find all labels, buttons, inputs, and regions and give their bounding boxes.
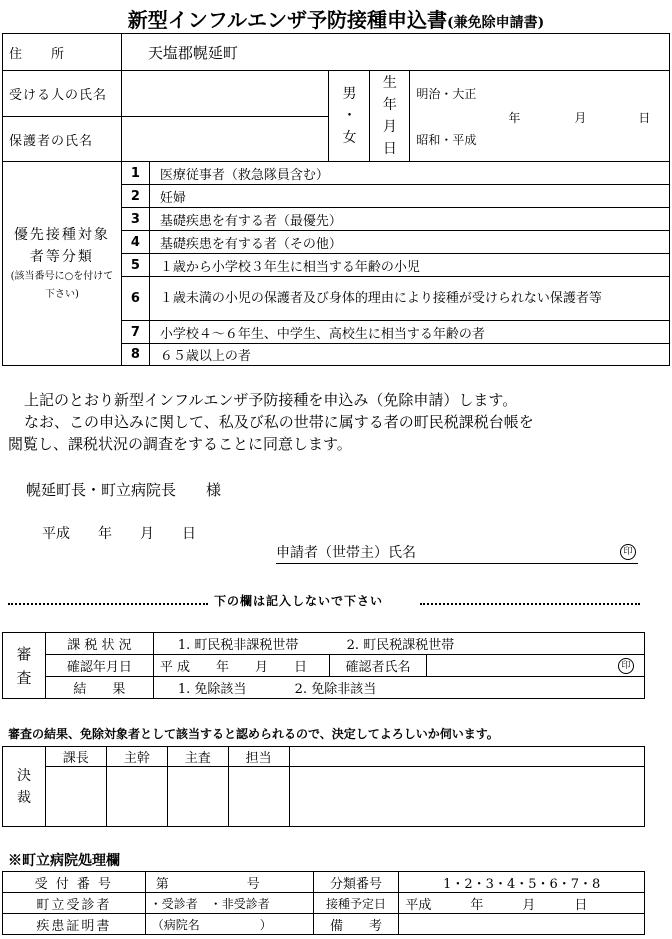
tax-status-options[interactable] [153, 633, 644, 655]
address-value[interactable]: 天塩郡幌延町 [121, 34, 669, 71]
dob-day: 日 [638, 111, 651, 125]
date-line[interactable]: 平成 年 月 日 [42, 526, 196, 542]
cert-label: 疾患証明書 [3, 914, 146, 935]
remarks-label: 備 考 [313, 914, 399, 935]
priority-num-3[interactable]: 3 [121, 208, 149, 231]
priority-item-4: 基礎疾患を有する者（その他） [149, 231, 669, 254]
sched-value[interactable]: 平成 年 月 日 [399, 893, 645, 914]
statement-line2: なお、この申込みに関して、私及び私の世帯に属する者の町民税課税台帳を [24, 413, 534, 431]
form-title [0, 4, 672, 33]
title-sub: (兼免除申請書) [446, 15, 545, 31]
priority-item-3: 基礎疾患を有する者（最優先） [149, 208, 669, 231]
sex-male: 男 [342, 86, 357, 102]
decision-stamp-1[interactable] [45, 767, 106, 827]
confirmer-label: 確認者氏名 [329, 655, 427, 677]
guardian-name-label: 保護者の氏名 [3, 117, 122, 162]
result-option-2[interactable]: 2. 免除非該当 [294, 682, 377, 697]
priority-item-5: １歳から小学校３年生に相当する年齢の小児 [149, 254, 669, 277]
addressee: 幌延町長・町立病院長 様 [26, 481, 222, 499]
statement-line1: 上記のとおり新型インフルエンザ予防接種を申込み（免除申請）します。 [24, 391, 518, 409]
class-value[interactable]: 1・2・3・4・5・6・7・8 [399, 872, 645, 893]
statement-line3: 閲覧し、課税状況の調査をすることに同意します。 [8, 435, 352, 453]
patient-label: 町立受診者 [3, 893, 146, 914]
confirmer-field[interactable] [427, 655, 645, 677]
applicant-signature-line[interactable] [276, 542, 638, 564]
guardian-name-field[interactable] [121, 117, 329, 162]
dob-month: 月 [574, 111, 587, 125]
priority-num-2[interactable]: 2 [121, 185, 149, 208]
decision-notes[interactable] [289, 767, 644, 827]
decision-col-1: 課長 [45, 747, 106, 767]
priority-num-7[interactable]: 7 [121, 321, 149, 344]
hospital-table [2, 871, 645, 935]
divider-dots-left [8, 603, 208, 605]
priority-item-8: ６５歳以上の者 [149, 344, 669, 366]
result-label: 結 果 [45, 677, 153, 699]
recipient-name-field[interactable] [121, 71, 329, 117]
approval-text: 審査の結果、免除対象者として該当すると認められるので、決定してよろしいか伺います。 [8, 727, 499, 741]
decision-table [2, 746, 645, 827]
decision-stamp-4[interactable] [228, 767, 289, 827]
decision-col-3: 主査 [167, 747, 228, 767]
confirm-date-label: 確認年月日 [45, 655, 153, 677]
receipt-label: 受 付 番 号 [3, 872, 146, 893]
sex-cell[interactable] [329, 71, 370, 162]
tax-status-label: 課 税 状 況 [45, 633, 153, 655]
priority-item-2: 妊婦 [149, 185, 669, 208]
confirmer-seal-icon: 印 [618, 658, 634, 674]
dob-label: 生年月日 [370, 71, 410, 162]
result-option-1[interactable]: 1. 免除該当 [177, 682, 247, 697]
review-label: 審査 [3, 633, 46, 699]
priority-item-7: 小学校４〜６年生、中学生、高校生に相当する年齢の者 [149, 321, 669, 344]
sched-label: 接種予定日 [313, 893, 399, 914]
priority-item-6: １歳未満の小児の保護者及び身体的理由により接種が受けられない保護者等 [149, 277, 669, 321]
divider-dots-right [420, 603, 640, 605]
priority-num-6[interactable]: 6 [121, 277, 149, 321]
decision-stamp-3[interactable] [167, 767, 228, 827]
application-table [2, 33, 670, 366]
result-options[interactable] [153, 677, 644, 699]
priority-num-4[interactable]: 4 [121, 231, 149, 254]
decision-stamp-2[interactable] [106, 767, 167, 827]
decision-label: 決裁 [3, 747, 46, 827]
sex-dot: ・ [342, 108, 357, 124]
divider [8, 592, 640, 608]
hospital-heading: ※町立病院処理欄 [8, 853, 120, 869]
priority-label: 優先接種対象者等分類 [13, 226, 110, 265]
address-label: 住 所 [3, 34, 122, 71]
dob-year: 年 [508, 111, 521, 125]
confirm-date-value[interactable]: 平 成 年 月 日 [153, 655, 329, 677]
divider-text: 下の欄は記入しないで下さい [214, 594, 384, 608]
priority-num-5[interactable]: 5 [121, 254, 149, 277]
priority-num-8[interactable]: 8 [121, 344, 149, 366]
tax-option-1[interactable]: 1. 町民税非課税世帯 [177, 638, 299, 653]
decision-col-2: 主幹 [106, 747, 167, 767]
dob-era2: 昭和・平成 [416, 133, 477, 147]
tax-option-2[interactable]: 2. 町民税課税世帯 [346, 638, 455, 653]
review-table [2, 632, 645, 699]
patient-value[interactable]: ・受診者 ・非受診者 [145, 893, 313, 914]
priority-note: (該当番号に○を付けて下さい) [10, 270, 114, 300]
recipient-name-label: 受ける人の氏名 [3, 71, 122, 117]
remarks-value[interactable] [399, 914, 645, 935]
priority-num-1[interactable]: 1 [121, 162, 149, 185]
sex-female: 女 [342, 130, 357, 146]
priority-item-1: 医療従事者（救急隊員含む） [149, 162, 669, 185]
decision-blank [289, 747, 644, 767]
applicant-label: 申請者（世帯主）氏名 [276, 545, 416, 561]
cert-value[interactable]: （病院名 ） [145, 914, 313, 935]
title-main: 新型インフルエンザ予防接種申込書 [127, 8, 447, 32]
seal-icon: 印 [620, 544, 636, 560]
dob-field[interactable] [410, 71, 670, 162]
receipt-value[interactable]: 第 号 [145, 872, 313, 893]
decision-col-4: 担当 [228, 747, 289, 767]
priority-label-cell [3, 162, 122, 366]
dob-era1: 明治・大正 [416, 87, 477, 101]
class-label: 分類番号 [313, 872, 399, 893]
